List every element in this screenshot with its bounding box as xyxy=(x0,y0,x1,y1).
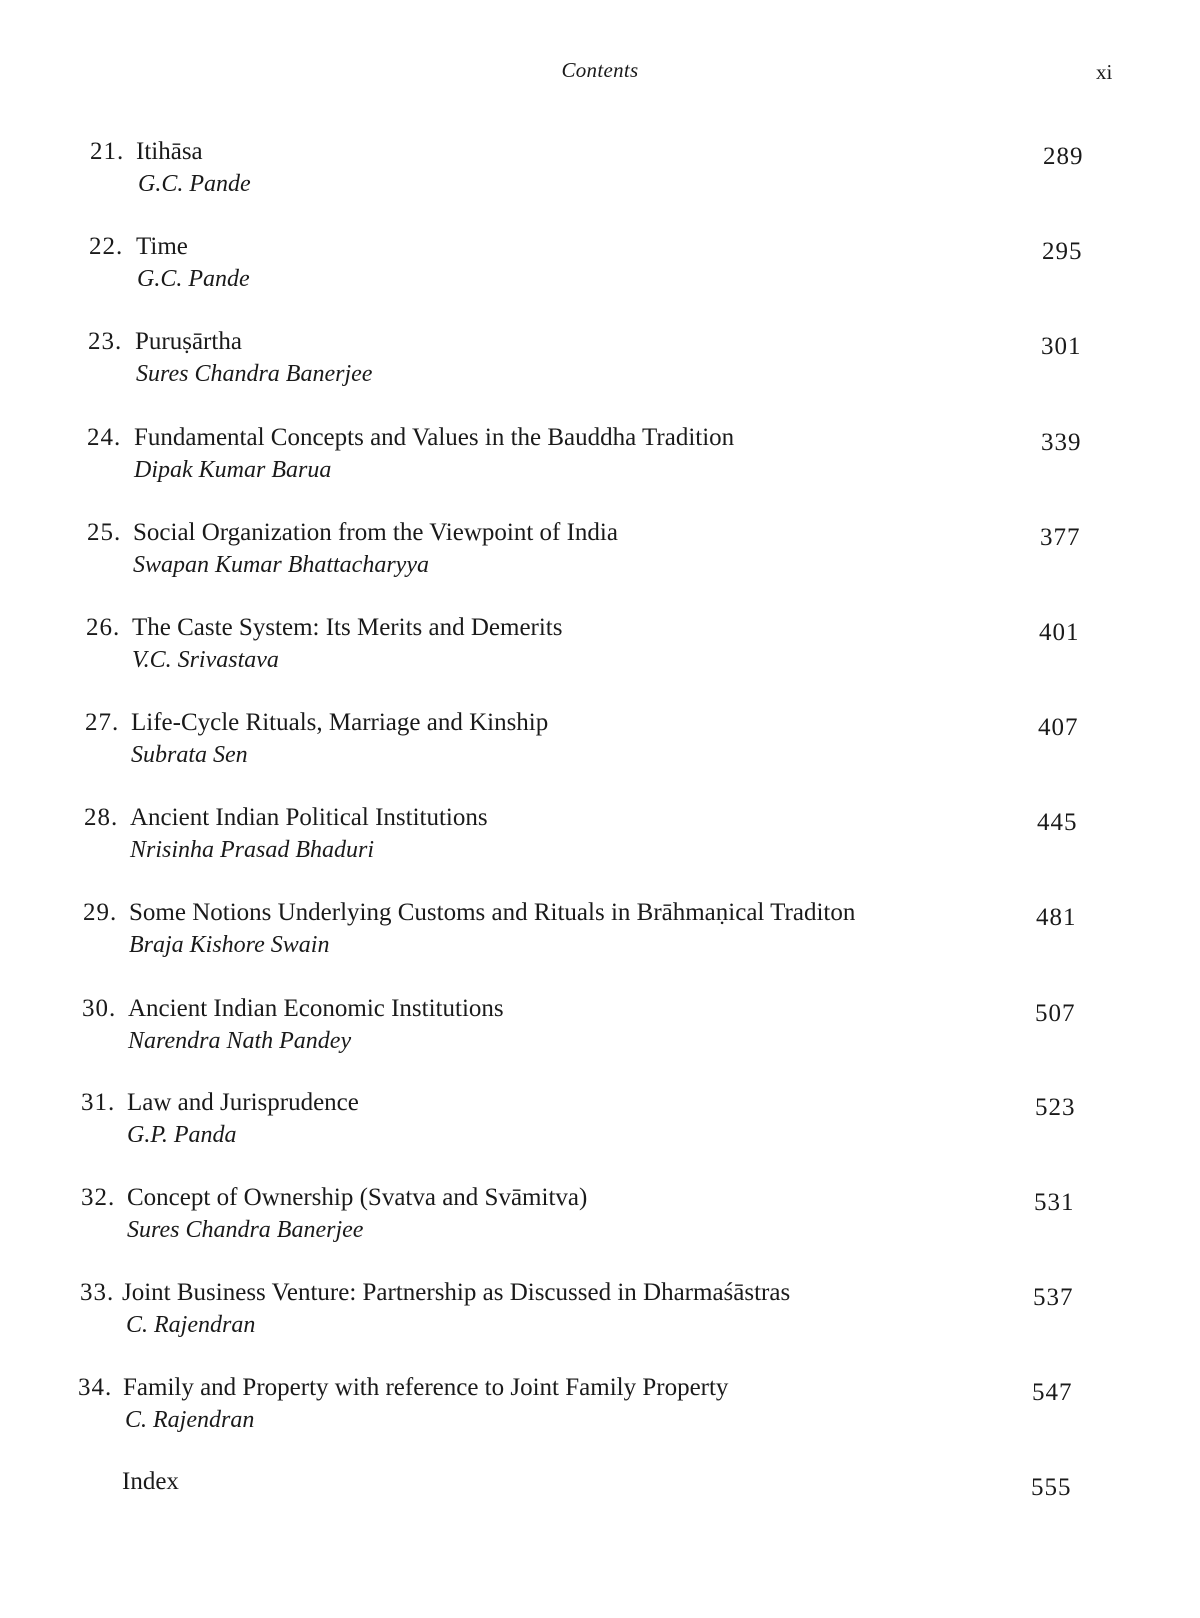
entry-number: 23. xyxy=(88,328,123,355)
toc-entry-22 xyxy=(0,233,1200,313)
entry-title: Fundamental Concepts and Values in the Bauddha Tradition xyxy=(134,424,735,451)
toc-entry-21 xyxy=(0,138,1200,218)
toc-entry-26 xyxy=(0,614,1200,694)
toc-entry-31 xyxy=(0,1089,1200,1169)
entry-author: C. Rajendran xyxy=(126,1312,256,1338)
entry-title: Some Notions Underlying Customs and Rituals in Brāhmaṇical Traditon xyxy=(129,899,856,926)
entry-page: 531 xyxy=(1034,1189,1075,1216)
entry-author: C. Rajendran xyxy=(125,1407,255,1433)
entry-page: 295 xyxy=(1042,238,1083,265)
entry-page: 377 xyxy=(1040,524,1081,551)
entry-page: 537 xyxy=(1033,1284,1074,1311)
toc-entry-32 xyxy=(0,1184,1200,1264)
entry-title: Ancient Indian Political Institutions xyxy=(130,804,488,831)
toc-entry-30 xyxy=(0,995,1200,1075)
entry-page: 547 xyxy=(1032,1379,1073,1406)
entry-title: Time xyxy=(136,233,188,260)
entry-author: G.C. Pande xyxy=(137,266,250,292)
entry-author: Nrisinha Prasad Bhaduri xyxy=(130,837,375,863)
entry-author: Sures Chandra Banerjee xyxy=(136,361,373,387)
entry-number: 29. xyxy=(83,899,118,926)
entry-title: Ancient Indian Economic Institutions xyxy=(128,995,504,1022)
entry-author: V.C. Srivastava xyxy=(132,647,279,673)
entry-title: Family and Property with reference to Joint Family Property xyxy=(123,1374,729,1401)
entry-title: Law and Jurisprudence xyxy=(127,1089,359,1116)
entry-title: Joint Business Venture: Partnership as Discussed in Dharmaśāstras xyxy=(122,1279,791,1306)
toc-entry-29 xyxy=(0,899,1200,979)
toc-entry-34 xyxy=(0,1374,1200,1454)
entry-number: 33. xyxy=(80,1279,115,1306)
entry-title: Concept of Ownership (Svatva and Svāmitva) xyxy=(127,1184,588,1211)
entry-page: 507 xyxy=(1035,1000,1076,1027)
entry-page: 445 xyxy=(1037,809,1078,836)
entry-author: Braja Kishore Swain xyxy=(129,932,330,958)
entry-number: 22. xyxy=(89,233,124,260)
entry-number: 28. xyxy=(84,804,119,831)
toc-index-entry xyxy=(0,1468,1200,1508)
entry-page: 401 xyxy=(1039,619,1080,646)
entry-page: 407 xyxy=(1038,714,1079,741)
running-header-title: Contents xyxy=(561,58,639,82)
entry-title: Life-Cycle Rituals, Marriage and Kinship xyxy=(131,709,549,736)
toc-entry-25 xyxy=(0,519,1200,599)
entry-author: Subrata Sen xyxy=(131,742,248,768)
entry-number: 26. xyxy=(86,614,121,641)
entry-number: 25. xyxy=(87,519,122,546)
entry-author: Swapan Kumar Bhattacharyya xyxy=(133,552,429,578)
toc-entry-33 xyxy=(0,1279,1200,1359)
entry-number: 32. xyxy=(81,1184,116,1211)
entry-number: 21. xyxy=(90,138,125,165)
index-title: Index xyxy=(122,1468,179,1495)
entry-author: G.P. Panda xyxy=(127,1122,237,1148)
entry-number: 31. xyxy=(81,1089,116,1116)
entry-page: 289 xyxy=(1043,143,1084,170)
entry-title: Itihāsa xyxy=(136,138,203,165)
entry-author: Dipak Kumar Barua xyxy=(134,457,332,483)
entry-number: 34. xyxy=(78,1374,113,1401)
entry-title: Social Organization from the Viewpoint of India xyxy=(133,519,618,546)
toc-entry-24 xyxy=(0,424,1200,504)
entry-number: 27. xyxy=(85,709,120,736)
entry-page: 523 xyxy=(1035,1094,1076,1121)
toc-entry-28 xyxy=(0,804,1200,884)
entry-author: Narendra Nath Pandey xyxy=(128,1028,352,1054)
entry-author: Sures Chandra Banerjee xyxy=(127,1217,364,1243)
entry-page: 301 xyxy=(1041,333,1082,360)
toc-entry-23 xyxy=(0,328,1200,408)
entry-title: The Caste System: Its Merits and Demerits xyxy=(132,614,563,641)
entry-page: 339 xyxy=(1041,429,1082,456)
running-header-page-number: xi xyxy=(1096,60,1113,84)
index-page: 555 xyxy=(1031,1474,1072,1501)
entry-title: Puruṣārtha xyxy=(135,328,242,355)
entry-number: 24. xyxy=(87,424,122,451)
entry-number: 30. xyxy=(82,995,117,1022)
entry-page: 481 xyxy=(1036,904,1077,931)
entry-author: G.C. Pande xyxy=(138,171,251,197)
toc-entry-27 xyxy=(0,709,1200,789)
